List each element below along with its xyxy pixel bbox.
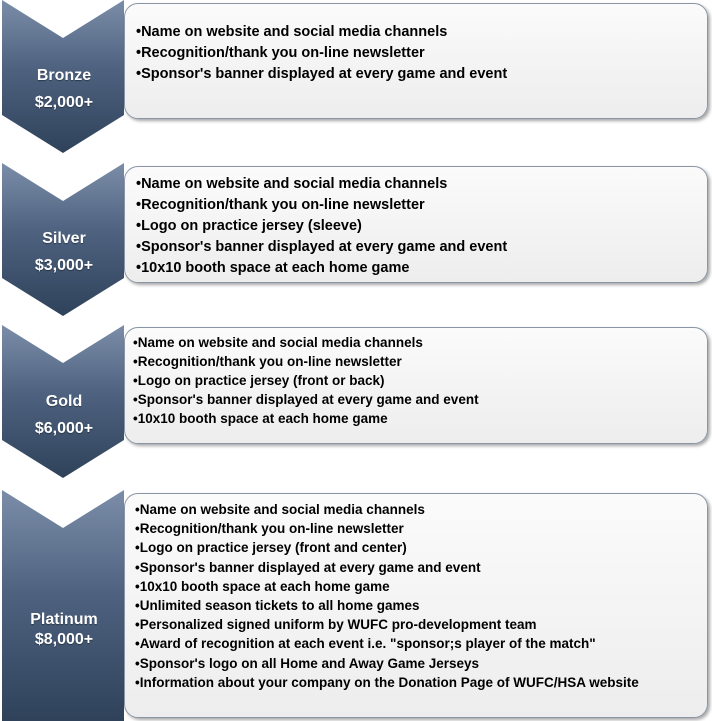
benefit-list [136,174,707,279]
benefit-item: • Name on website and social media channels [136,174,707,195]
benefit-item: • Recognition/thank you on-line newsletter [136,195,707,216]
benefit-item: • Recognition/thank you on-line newsletter [136,43,707,64]
benefit-list [133,333,707,428]
tier-platinum-label [0,611,128,649]
tier-name: Bronze [36,67,92,84]
benefit-item: • 10x10 booth space at each home game [135,577,707,596]
benefit-item: • Unlimited season tickets to all home games [135,596,707,615]
benefit-item: • 10x10 booth space at each home game [136,258,707,279]
benefit-item: • Sponsor's banner displayed at every game and event [136,64,707,85]
benefit-item: • Sponsor's banner displayed at every game and event [133,390,707,409]
benefit-list [136,22,707,85]
silver-benefits-panel [124,166,708,283]
benefit-item: • Name on website and social media channels [133,333,707,352]
tier-name: Gold [45,393,83,410]
benefit-item: • 10x10 booth space at each home game [133,409,707,428]
benefit-item: • Logo on practice jersey (sleeve) [136,216,707,237]
tier-price: $8,000+ [34,631,94,648]
tier-price: $3,000+ [34,257,94,274]
tier-price: $2,000+ [34,94,94,111]
tier-name: Silver [42,230,86,247]
benefit-item: • Award of recognition at each event i.e. "sponsor;s player of the match" [135,634,707,653]
benefit-item: • Sponsor's banner displayed at every game and event [135,558,707,577]
chevron-platinum [2,490,124,721]
tier-name: Platinum [30,611,98,628]
benefit-item: • Sponsor's banner displayed at every game and event [136,237,707,258]
benefit-item: • Name on website and social media channels [136,22,707,43]
platinum-benefits-panel [124,493,708,718]
benefit-item: • Sponsor's logo on all Home and Away Game Jerseys [135,654,707,673]
benefit-list [135,500,707,692]
tier-price: $6,000+ [34,420,94,437]
benefit-item: • Personalized signed uniform by WUFC pro-development team [135,615,707,634]
tier-bronze-label [0,67,128,112]
benefit-item: • Name on website and social media channels [135,500,707,519]
gold-benefits-panel [124,327,708,444]
benefit-item: • Recognition/thank you on-line newsletter [135,519,707,538]
benefit-item: • Information about your company on the Donation Page of WUFC/HSA website [135,673,707,692]
benefit-item: • Logo on practice jersey (front and center) [135,538,707,557]
benefit-item: • Recognition/thank you on-line newsletter [133,352,707,371]
bronze-benefits-panel [124,3,708,119]
benefit-item: • Logo on practice jersey (front or back) [133,371,707,390]
tier-gold-label [0,393,128,438]
tier-silver-label [0,230,128,275]
